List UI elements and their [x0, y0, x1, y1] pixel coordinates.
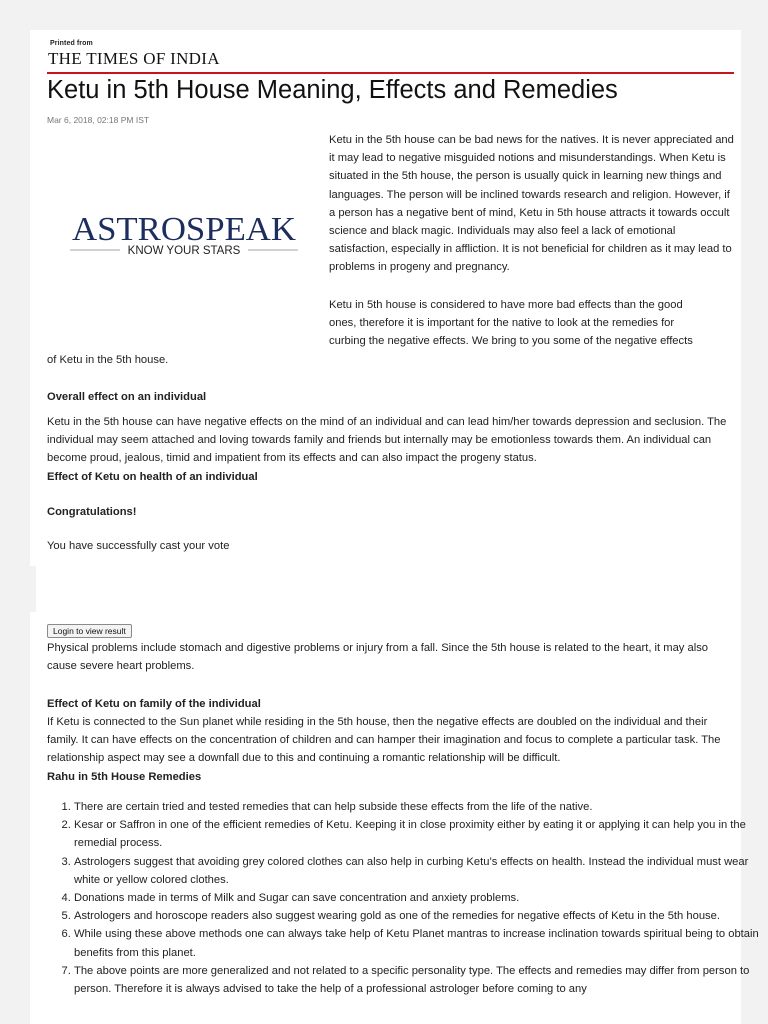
printed-from-label: Printed from [50, 40, 93, 47]
list-item: 5. Astrologers and horoscope readers also suggest wearing gold as one of the remedies for negative effects of Ketu in the 5th house. [74, 907, 768, 925]
login-to-view-result-button[interactable]: Login to view result [47, 624, 132, 638]
poll-vote-message: You have successfully cast your vote [47, 540, 230, 552]
intro-paragraph-2-tail: of Ketu in the 5th house. [47, 354, 169, 366]
logo-brand-text: ASTROSPEAK [72, 211, 297, 248]
heading-family-effect: Effect of Ketu on family of the individual [47, 698, 261, 710]
article-date: Mar 6, 2018, 02:18 PM IST [47, 115, 150, 125]
list-item: 7. The above points are more generalized and not related to a specific personality type. The effects and remedies may differ from person to person. Therefore it is always advised to take the help of a professional astrologer before coming to any [74, 962, 768, 998]
list-item: 6. While using these above methods one can always take help of Ketu Planet mantras to increase inclination towards spiritual being to obtain benefits from this planet. [74, 925, 768, 961]
list-item: 2. Kesar or Saffron in one of the efficient remedies of Ketu. Keeping it in close proximity either by eating it or applying it can help you in the remedial process. [74, 816, 768, 852]
remedies-list [47, 798, 768, 998]
publication-logo: THE TIMES OF INDIA [48, 49, 220, 68]
list-item: 4. Donations made in terms of Milk and Sugar can save concentration and anxiety problems. [74, 889, 768, 907]
list-item: 1. There are certain tried and tested remedies that can help subside these effects from the life of the native. [74, 798, 768, 816]
intro-paragraph-1: Ketu in the 5th house can be bad news for the natives. It is never appreciated and it may lead to negative misguided notions and misunderstandings. When Ketu is situated in the 5th house, the person is usually quick in learning new things and languages. The person will be inclined towards research and religion. However, if a person has a negative bent of mind, Ketu in 5th house attracts it towards occult science and black magic. Individuals may also feel a lack of emotional satisfaction, especially in affliction. It is not beneficial for children as it may lead to problems in progeny and pregnancy. [329, 134, 734, 274]
poll-congrats: Congratulations! [47, 506, 137, 518]
list-item: 3. Astrologers suggest that avoiding grey colored clothes can also help in curbing Ketu’s effects on health. Instead the individual must wear white or yellow colored clothes. [74, 853, 768, 889]
astrospeak-logo [70, 205, 298, 261]
logo-tagline-text: KNOW YOUR STARS [127, 245, 241, 257]
intro-paragraph-2: Ketu in 5th house is considered to have more bad effects than the good ones, therefore it is important for the native to look at the remedies for curbing the negative effects. We bring to you some of the negative effects [329, 299, 693, 348]
paragraph-health-effect: Physical problems include stomach and digestive problems or injury from a fall. Since the 5th house is related to the heart, it may also cause severe heart problems. [47, 642, 709, 673]
heading-remedies: Rahu in 5th House Remedies [47, 771, 202, 783]
paragraph-overall-effect: Ketu in the 5th house can have negative effects on the mind of an individual and can lead him/her towards depression and seclusion. The individual may seem attached and loving towards family and friends but internally may be emotionless towards them. An individual can become proud, jealous, timid and impatient from its effects and can also impact the progeny status. [47, 416, 727, 465]
paragraph-family-effect: If Ketu is connected to the Sun planet while residing in the 5th house, then the negative effects are doubled on the individual and their family. It can have effects on the concentration of children and can hamper their imagination and focus to complete a particular task. The relationship aspect may see a downfall due to this and continuing a romantic relationship will be difficult. [47, 716, 721, 765]
masthead-divider [47, 72, 734, 74]
heading-overall-effect: Overall effect on an individual [47, 391, 207, 403]
heading-health-effect: Effect of Ketu on health of an individual [47, 471, 258, 483]
article-title: Ketu in 5th House Meaning, Effects and Remedies [47, 76, 618, 104]
page-gap [30, 566, 36, 612]
